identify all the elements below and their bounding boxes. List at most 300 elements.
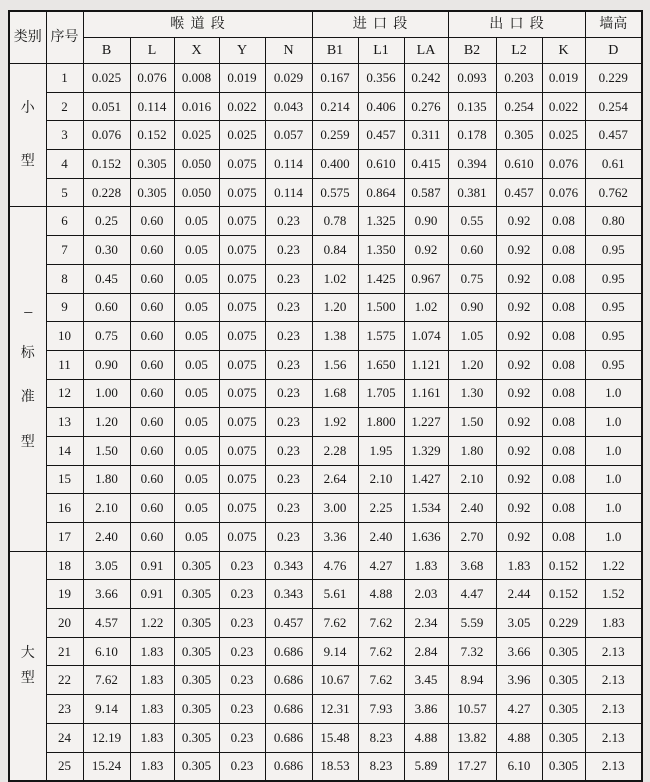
row-number: 6: [46, 207, 83, 236]
value-cell: 0.457: [358, 121, 404, 150]
value-cell: 0.305: [174, 723, 219, 752]
value-cell: 0.92: [496, 293, 542, 322]
value-cell: 3.36: [312, 523, 358, 552]
value-cell: 0.80: [585, 207, 642, 236]
value-cell: 2.40: [358, 523, 404, 552]
header-section-outlet: 出口段: [448, 11, 585, 38]
value-cell: 0.075: [219, 322, 265, 351]
column-header-b: B: [83, 38, 130, 64]
value-cell: 7.93: [358, 695, 404, 724]
value-cell: 5.61: [312, 580, 358, 609]
value-cell: 0.311: [404, 121, 448, 150]
table-row: [9, 465, 642, 494]
value-cell: 0.076: [83, 121, 130, 150]
value-cell: 10.57: [448, 695, 496, 724]
value-cell: 1.427: [404, 465, 448, 494]
value-cell: 0.075: [219, 379, 265, 408]
value-cell: 0.23: [265, 494, 312, 523]
value-cell: 2.13: [585, 637, 642, 666]
value-cell: 0.114: [265, 178, 312, 207]
value-cell: 3.05: [496, 609, 542, 638]
value-cell: 1.705: [358, 379, 404, 408]
value-cell: 12.31: [312, 695, 358, 724]
value-cell: 0.016: [174, 92, 219, 121]
value-cell: 1.80: [83, 465, 130, 494]
table-row: [9, 64, 642, 93]
value-cell: 0.95: [585, 264, 642, 293]
value-cell: 0.259: [312, 121, 358, 150]
value-cell: 1.50: [83, 436, 130, 465]
value-cell: 4.27: [358, 551, 404, 580]
value-cell: 2.84: [404, 637, 448, 666]
value-cell: 1.22: [130, 609, 174, 638]
value-cell: 0.305: [542, 723, 585, 752]
value-cell: 0.305: [174, 666, 219, 695]
value-cell: 1.52: [585, 580, 642, 609]
value-cell: 0.23: [265, 236, 312, 265]
value-cell: 7.62: [358, 609, 404, 638]
value-cell: 0.23: [219, 752, 265, 781]
value-cell: 0.075: [219, 408, 265, 437]
value-cell: 0.75: [448, 264, 496, 293]
table-row: [9, 121, 642, 150]
value-cell: 0.05: [174, 408, 219, 437]
value-cell: 5.59: [448, 609, 496, 638]
row-number: 11: [46, 350, 83, 379]
value-cell: 0.178: [448, 121, 496, 150]
value-cell: 2.40: [83, 523, 130, 552]
value-cell: 0.23: [265, 408, 312, 437]
value-cell: 1.50: [448, 408, 496, 437]
value-cell: 1.92: [312, 408, 358, 437]
value-cell: 6.10: [83, 637, 130, 666]
value-cell: 0.686: [265, 666, 312, 695]
table-row: [9, 207, 642, 236]
header-category: 类别: [9, 11, 46, 64]
value-cell: 1.56: [312, 350, 358, 379]
header-section-wallheight: 墙高: [585, 11, 642, 38]
category-label-char: 型: [20, 670, 35, 686]
value-cell: 0.135: [448, 92, 496, 121]
value-cell: 0.23: [219, 723, 265, 752]
value-cell: 0.203: [496, 64, 542, 93]
value-cell: 0.60: [130, 264, 174, 293]
value-cell: 0.95: [585, 350, 642, 379]
value-cell: 0.92: [496, 408, 542, 437]
value-cell: 0.025: [83, 64, 130, 93]
value-cell: 1.30: [448, 379, 496, 408]
value-cell: 1.227: [404, 408, 448, 437]
value-cell: 0.08: [542, 379, 585, 408]
value-cell: 4.47: [448, 580, 496, 609]
value-cell: 1.20: [448, 350, 496, 379]
value-cell: 0.152: [130, 121, 174, 150]
table-row: [9, 236, 642, 265]
value-cell: 0.78: [312, 207, 358, 236]
value-cell: 0.305: [174, 695, 219, 724]
value-cell: 1.0: [585, 408, 642, 437]
column-header-l: L: [130, 38, 174, 64]
value-cell: 0.242: [404, 64, 448, 93]
value-cell: 0.08: [542, 350, 585, 379]
value-cell: 3.00: [312, 494, 358, 523]
value-cell: 0.92: [496, 264, 542, 293]
value-cell: 0.05: [174, 436, 219, 465]
value-cell: 1.325: [358, 207, 404, 236]
value-cell: 0.305: [174, 637, 219, 666]
value-cell: 1.83: [130, 695, 174, 724]
value-cell: 0.23: [219, 551, 265, 580]
column-header-n: N: [265, 38, 312, 64]
header-section-throat: 喉道段: [83, 11, 312, 38]
value-cell: 0.008: [174, 64, 219, 93]
value-cell: 0.92: [496, 465, 542, 494]
value-cell: 0.60: [130, 379, 174, 408]
value-cell: 0.075: [219, 523, 265, 552]
value-cell: 0.305: [130, 150, 174, 179]
value-cell: 0.05: [174, 523, 219, 552]
value-cell: 0.075: [219, 293, 265, 322]
category-label-char: 型: [20, 153, 35, 169]
value-cell: 1.83: [130, 637, 174, 666]
value-cell: 2.03: [404, 580, 448, 609]
spec-table-body: [9, 64, 642, 782]
row-number: 5: [46, 178, 83, 207]
value-cell: 0.23: [265, 322, 312, 351]
value-cell: 2.40: [448, 494, 496, 523]
table-row: [9, 494, 642, 523]
value-cell: 0.08: [542, 293, 585, 322]
value-cell: 0.075: [219, 178, 265, 207]
value-cell: 1.02: [404, 293, 448, 322]
value-cell: 0.08: [542, 523, 585, 552]
category-label-char: 型: [20, 434, 35, 450]
row-number: 17: [46, 523, 83, 552]
value-cell: 1.83: [130, 723, 174, 752]
value-cell: 1.83: [585, 609, 642, 638]
value-cell: 0.967: [404, 264, 448, 293]
value-cell: 10.67: [312, 666, 358, 695]
value-cell: 1.83: [130, 666, 174, 695]
value-cell: 0.61: [585, 150, 642, 179]
value-cell: 0.457: [585, 121, 642, 150]
value-cell: 0.356: [358, 64, 404, 93]
value-cell: 0.022: [219, 92, 265, 121]
table-row: [9, 580, 642, 609]
value-cell: 0.92: [496, 494, 542, 523]
value-cell: 4.88: [496, 723, 542, 752]
value-cell: 0.92: [404, 236, 448, 265]
row-number: 13: [46, 408, 83, 437]
value-cell: 12.19: [83, 723, 130, 752]
value-cell: 0.051: [83, 92, 130, 121]
value-cell: 0.92: [496, 523, 542, 552]
category-cell: [9, 207, 46, 551]
value-cell: 1.0: [585, 379, 642, 408]
row-number: 9: [46, 293, 83, 322]
value-cell: 0.75: [83, 322, 130, 351]
value-cell: 0.92: [496, 207, 542, 236]
value-cell: 0.60: [130, 207, 174, 236]
value-cell: 1.83: [496, 551, 542, 580]
value-cell: 0.23: [265, 293, 312, 322]
value-cell: 0.95: [585, 293, 642, 322]
value-cell: 0.762: [585, 178, 642, 207]
value-cell: 1.0: [585, 523, 642, 552]
value-cell: 1.22: [585, 551, 642, 580]
value-cell: 0.05: [174, 494, 219, 523]
value-cell: 1.0: [585, 436, 642, 465]
value-cell: 0.075: [219, 264, 265, 293]
value-cell: 1.83: [404, 551, 448, 580]
value-cell: 0.076: [542, 178, 585, 207]
value-cell: 9.14: [312, 637, 358, 666]
value-cell: 0.23: [265, 264, 312, 293]
value-cell: 13.82: [448, 723, 496, 752]
value-cell: 0.075: [219, 494, 265, 523]
value-cell: 0.043: [265, 92, 312, 121]
row-number: 3: [46, 121, 83, 150]
value-cell: 0.23: [219, 666, 265, 695]
value-cell: 0.90: [83, 350, 130, 379]
value-cell: 3.96: [496, 666, 542, 695]
value-cell: 0.075: [219, 236, 265, 265]
value-cell: 0.305: [174, 580, 219, 609]
value-cell: 1.20: [83, 408, 130, 437]
value-cell: 0.05: [174, 350, 219, 379]
value-cell: 3.68: [448, 551, 496, 580]
value-cell: 0.114: [130, 92, 174, 121]
value-cell: 0.05: [174, 264, 219, 293]
value-cell: 1.05: [448, 322, 496, 351]
value-cell: 0.075: [219, 150, 265, 179]
value-cell: 0.23: [219, 609, 265, 638]
value-cell: 1.500: [358, 293, 404, 322]
value-cell: 0.23: [265, 207, 312, 236]
column-header-d: D: [585, 38, 642, 64]
value-cell: 0.08: [542, 436, 585, 465]
column-header-k: K: [542, 38, 585, 64]
row-number: 21: [46, 637, 83, 666]
row-number: 16: [46, 494, 83, 523]
value-cell: 2.10: [83, 494, 130, 523]
column-header-x: X: [174, 38, 219, 64]
value-cell: 0.23: [219, 580, 265, 609]
value-cell: 18.53: [312, 752, 358, 781]
table-row: [9, 322, 642, 351]
value-cell: 0.05: [174, 236, 219, 265]
value-cell: 15.24: [83, 752, 130, 781]
value-cell: 0.167: [312, 64, 358, 93]
value-cell: 0.05: [174, 465, 219, 494]
value-cell: 0.575: [312, 178, 358, 207]
value-cell: 4.27: [496, 695, 542, 724]
value-cell: 8.94: [448, 666, 496, 695]
value-cell: 0.91: [130, 580, 174, 609]
category-label-char: 大: [20, 645, 35, 661]
row-number: 10: [46, 322, 83, 351]
value-cell: 0.019: [542, 64, 585, 93]
value-cell: 1.38: [312, 322, 358, 351]
value-cell: 1.83: [130, 752, 174, 781]
value-cell: 1.121: [404, 350, 448, 379]
value-cell: 0.114: [265, 150, 312, 179]
value-cell: 0.305: [542, 752, 585, 781]
value-cell: 2.10: [448, 465, 496, 494]
value-cell: 0.152: [542, 551, 585, 580]
value-cell: 0.406: [358, 92, 404, 121]
column-header-l2: L2: [496, 38, 542, 64]
value-cell: 5.89: [404, 752, 448, 781]
value-cell: 0.305: [542, 637, 585, 666]
value-cell: 2.34: [404, 609, 448, 638]
value-cell: 0.075: [219, 207, 265, 236]
table-row: [9, 723, 642, 752]
row-number: 18: [46, 551, 83, 580]
value-cell: 0.60: [130, 523, 174, 552]
value-cell: 2.13: [585, 695, 642, 724]
table-row: [9, 293, 642, 322]
category-label-char: 小: [20, 101, 35, 117]
value-cell: 0.076: [542, 150, 585, 179]
table-row: [9, 752, 642, 781]
value-cell: 1.074: [404, 322, 448, 351]
value-cell: 0.08: [542, 236, 585, 265]
value-cell: 4.88: [404, 723, 448, 752]
value-cell: 0.343: [265, 551, 312, 580]
value-cell: 0.60: [448, 236, 496, 265]
value-cell: 2.28: [312, 436, 358, 465]
value-cell: 0.050: [174, 178, 219, 207]
value-cell: 7.62: [358, 666, 404, 695]
value-cell: 0.610: [496, 150, 542, 179]
value-cell: 0.610: [358, 150, 404, 179]
value-cell: 3.05: [83, 551, 130, 580]
value-cell: 0.08: [542, 408, 585, 437]
value-cell: 0.686: [265, 723, 312, 752]
column-header-b1: B1: [312, 38, 358, 64]
value-cell: 7.62: [83, 666, 130, 695]
spec-table: [8, 10, 643, 782]
value-cell: 0.075: [219, 465, 265, 494]
row-number: 15: [46, 465, 83, 494]
table-row: [9, 350, 642, 379]
value-cell: 0.95: [585, 322, 642, 351]
value-cell: 0.400: [312, 150, 358, 179]
value-cell: 1.95: [358, 436, 404, 465]
value-cell: 0.95: [585, 236, 642, 265]
column-header-b2: B2: [448, 38, 496, 64]
value-cell: 1.575: [358, 322, 404, 351]
value-cell: 0.254: [585, 92, 642, 121]
value-cell: 0.55: [448, 207, 496, 236]
value-cell: 0.152: [83, 150, 130, 179]
value-cell: 0.686: [265, 752, 312, 781]
value-cell: 0.686: [265, 695, 312, 724]
value-cell: 0.90: [448, 293, 496, 322]
value-cell: 0.05: [174, 322, 219, 351]
row-number: 23: [46, 695, 83, 724]
value-cell: 0.08: [542, 465, 585, 494]
value-cell: 1.636: [404, 523, 448, 552]
value-cell: 0.30: [83, 236, 130, 265]
row-number: 14: [46, 436, 83, 465]
value-cell: 0.60: [130, 408, 174, 437]
value-cell: 1.68: [312, 379, 358, 408]
value-cell: 1.534: [404, 494, 448, 523]
table-row: [9, 264, 642, 293]
value-cell: 0.057: [265, 121, 312, 150]
value-cell: 2.25: [358, 494, 404, 523]
value-cell: 1.0: [585, 465, 642, 494]
row-number: 4: [46, 150, 83, 179]
value-cell: 0.029: [265, 64, 312, 93]
value-cell: 0.60: [130, 236, 174, 265]
value-cell: 8.23: [358, 752, 404, 781]
row-number: 7: [46, 236, 83, 265]
category-label-char: 标: [20, 345, 35, 361]
value-cell: 1.0: [585, 494, 642, 523]
value-cell: 0.92: [496, 436, 542, 465]
value-cell: 0.228: [83, 178, 130, 207]
value-cell: 0.23: [265, 523, 312, 552]
value-cell: 1.329: [404, 436, 448, 465]
value-cell: 0.305: [174, 609, 219, 638]
value-cell: 0.45: [83, 264, 130, 293]
value-cell: 1.650: [358, 350, 404, 379]
value-cell: 6.10: [496, 752, 542, 781]
value-cell: 4.76: [312, 551, 358, 580]
value-cell: 1.350: [358, 236, 404, 265]
table-row: [9, 695, 642, 724]
value-cell: 0.305: [130, 178, 174, 207]
value-cell: 2.10: [358, 465, 404, 494]
value-cell: 0.23: [219, 637, 265, 666]
value-cell: 0.075: [219, 436, 265, 465]
value-cell: 2.64: [312, 465, 358, 494]
table-row: [9, 379, 642, 408]
table-row: [9, 150, 642, 179]
value-cell: 0.025: [542, 121, 585, 150]
value-cell: 0.229: [542, 609, 585, 638]
table-row: [9, 523, 642, 552]
row-number: 12: [46, 379, 83, 408]
value-cell: 0.415: [404, 150, 448, 179]
value-cell: 0.08: [542, 264, 585, 293]
value-cell: 0.305: [496, 121, 542, 150]
value-cell: 0.050: [174, 150, 219, 179]
value-cell: 4.57: [83, 609, 130, 638]
value-cell: 7.62: [312, 609, 358, 638]
header-serial: 序号: [46, 11, 83, 64]
value-cell: 0.686: [265, 637, 312, 666]
row-number: 20: [46, 609, 83, 638]
value-cell: 1.02: [312, 264, 358, 293]
value-cell: 0.214: [312, 92, 358, 121]
value-cell: 4.88: [358, 580, 404, 609]
value-cell: 0.05: [174, 293, 219, 322]
value-cell: 0.022: [542, 92, 585, 121]
value-cell: 0.23: [265, 350, 312, 379]
value-cell: 0.92: [496, 236, 542, 265]
table-row: [9, 609, 642, 638]
value-cell: 0.152: [542, 580, 585, 609]
column-header-la: LA: [404, 38, 448, 64]
value-cell: 0.60: [130, 350, 174, 379]
value-cell: 0.457: [496, 178, 542, 207]
value-cell: 0.025: [219, 121, 265, 150]
table-row: [9, 408, 642, 437]
